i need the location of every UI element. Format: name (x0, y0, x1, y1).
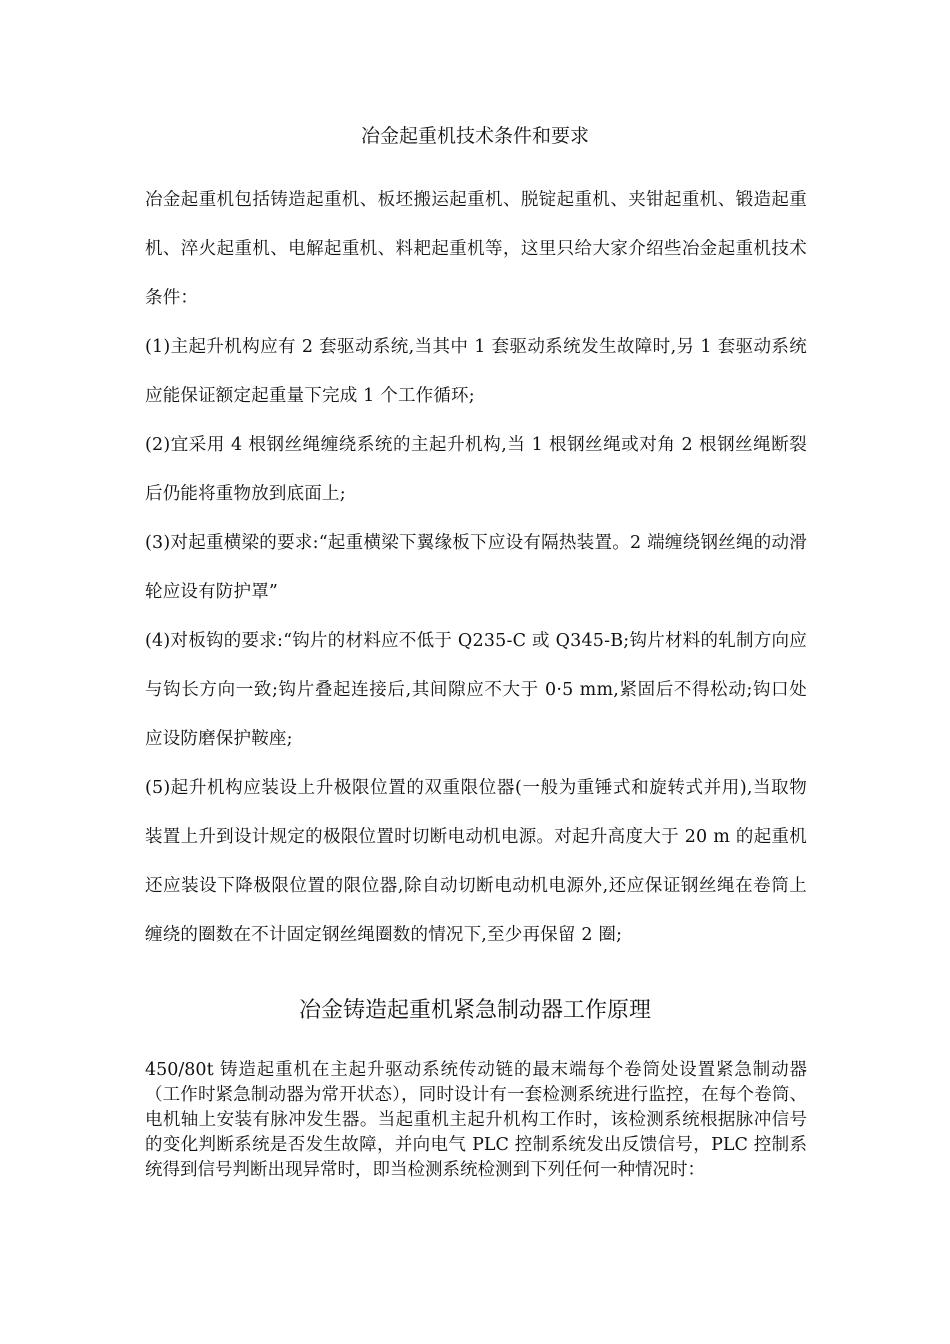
requirement-item-3: (3)对起重横梁的要求:“起重横梁下翼缘板下应设有隔热装置。2 端缠绕钢丝绳的动滑轮应设有防护罩” (145, 533, 807, 602)
section-title: 冶金铸造起重机紧急制动器工作原理 (298, 998, 651, 1023)
requirement-item-1: (1)主起升机构应有 2 套驱动系统,当其中 1 套驱动系统发生故障时,另 1 套驱动系统应能保证额定起重量下完成 1 个工作循环; (145, 337, 807, 406)
requirements-section (145, 176, 807, 960)
document-title: 冶金起重机技术条件和要求 (360, 125, 589, 147)
requirement-item-5: (5)起升机构应装设上升极限位置的双重限位器(一般为重锤式和旋转式并用),当取物装置上升到设计规定的极限位置时切断电动机电源。对起升高度大于 20 m 的起重机还应装设下降极限位置的限位器,除自动切断电动机电源外,还应保证钢丝绳在卷筒上缠绕的圈数在不计固定钢丝绳圈数的情况下,至少再保留 2 圈; (145, 778, 807, 945)
requirement-item-4: (4)对板钩的要求:“钩片的材料应不低于 Q235-C 或 Q345-B;钩片材料的轧制方向应与钩长方向一致;钩片叠起连接后,其间隙应不大于 0·5 mm,紧固后不得松动;钩口处应设防磨保护鞍座; (145, 631, 807, 749)
brake-principle-paragraph: 450/80t 铸造起重机在主起升驱动系统传动链的最末端每个卷筒处设置紧急制动器（工作时紧急制动器为常开状态），同时设计有一套检测系统进行监控，在每个卷筒、电机轴上安装有脉冲发生器。当起重机主起升机构工作时，该检测系统根据脉冲信号的变化判断系统是否发生故障，并向电气 PLC 控制系统发出反馈信号，PLC 控制系统得到信号判断出现异常时，即当检测系统检测到下列任何一种情况时： (145, 1060, 807, 1180)
intro-paragraph: 冶金起重机包括铸造起重机、板坯搬运起重机、脱锭起重机、夹钳起重机、锻造起重机、淬火起重机、电解起重机、料耙起重机等，这里只给大家介绍些冶金起重机技术条件： (145, 190, 807, 308)
requirement-item-2: (2)宜采用 4 根钢丝绳缠绕系统的主起升机构,当 1 根钢丝绳或对角 2 根钢丝绳断裂后仍能将重物放到底面上; (145, 435, 807, 504)
brake-principle-section (145, 1058, 807, 1183)
